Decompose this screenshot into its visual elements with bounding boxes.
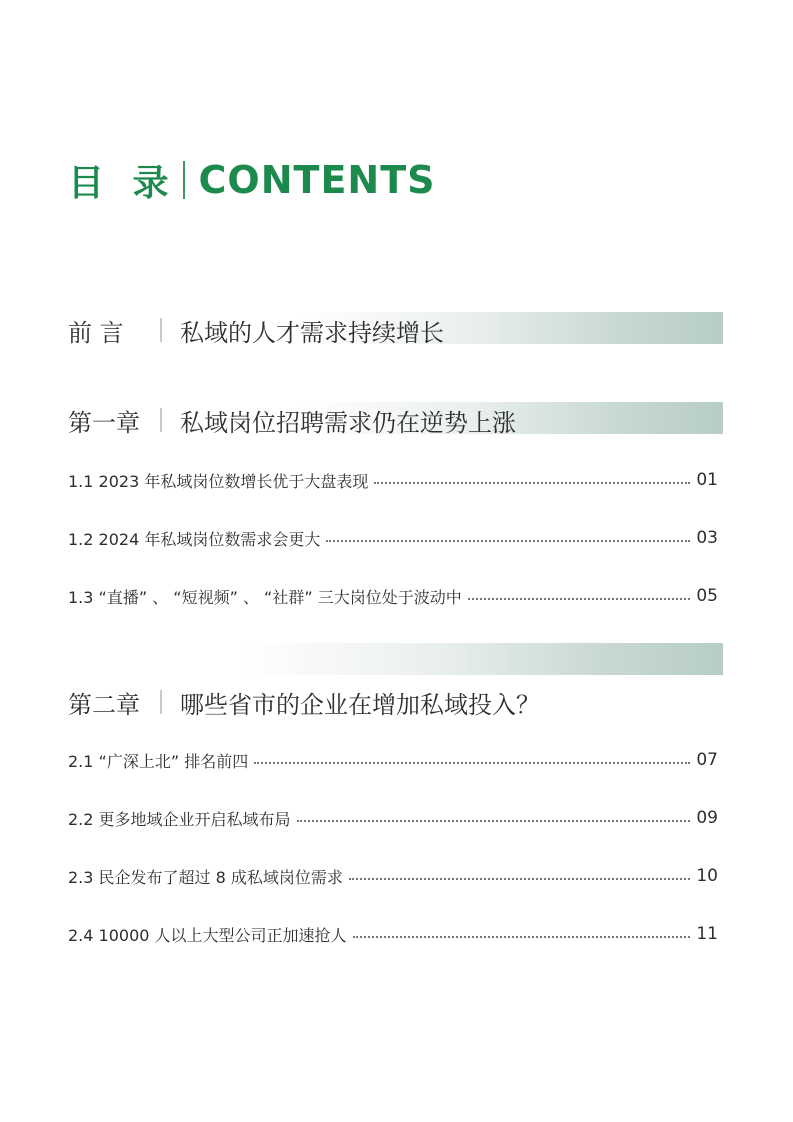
toc-entry-1-3[interactable] [68,582,718,610]
dot-leader [374,482,690,484]
toc-entry-title: 2.3 民企发布了超过 8 成私域岗位需求 [68,867,343,887]
dot-leader [468,598,691,600]
chapter-2-heading[interactable] [68,684,540,720]
dot-leader [297,820,691,822]
toc-entry-page: 10 [696,866,718,886]
dot-leader [254,762,690,764]
toc-entry-page: 07 [696,750,718,770]
toc-entry-page: 11 [696,924,718,944]
toc-entry-title: 2.4 10000 人以上大型公司正加速抢人 [68,925,347,945]
dot-leader [326,540,690,542]
chapter-1-heading[interactable] [68,402,516,438]
toc-entry-2-3[interactable] [68,862,718,890]
toc-entry-page: 01 [696,470,718,490]
chapter-1-title: 私域岗位招聘需求仍在逆势上涨 [180,408,516,437]
toc-entry-1-2[interactable] [68,524,718,552]
title-english: CONTENTS [198,158,436,202]
toc-entry-2-1[interactable] [68,746,718,774]
toc-entry-page: 09 [696,808,718,828]
dot-leader [349,878,690,880]
chapter-2-divider [160,690,162,714]
toc-entry-title: 2.2 更多地域企业开启私域布局 [68,809,291,829]
title-chinese: 目 录 [68,162,177,204]
chapter-2-band [240,643,723,675]
preface-title: 私域的人才需求持续增长 [180,318,444,347]
preface-heading[interactable] [68,312,444,348]
toc-entry-title: 1.1 2023 年私域岗位数增长优于大盘表现 [68,471,369,491]
title-divider [183,161,185,199]
dot-leader [353,936,691,938]
toc-entry-page: 03 [696,528,718,548]
toc-entry-2-2[interactable] [68,804,718,832]
toc-entry-title: 1.2 2024 年私域岗位数需求会更大 [68,529,321,549]
preface-divider [160,318,162,342]
toc-entry-title: 1.3 “直播” 、 “短视频” 、 “社群” 三大岗位处于波动中 [68,587,462,607]
chapter-1-label: 第一章 [68,408,140,437]
toc-entry-1-1[interactable] [68,466,718,494]
chapter-2-title: 哪些省市的企业在增加私域投入？ [180,690,540,719]
toc-title [68,150,436,210]
chapter-2-label: 第二章 [68,690,140,719]
toc-entry-2-4[interactable] [68,920,718,948]
preface-label: 前 言 [68,318,124,347]
toc-entry-title: 2.1 “广深上北” 排名前四 [68,751,249,771]
toc-entry-page: 05 [696,586,718,606]
chapter-1-divider [160,408,162,432]
